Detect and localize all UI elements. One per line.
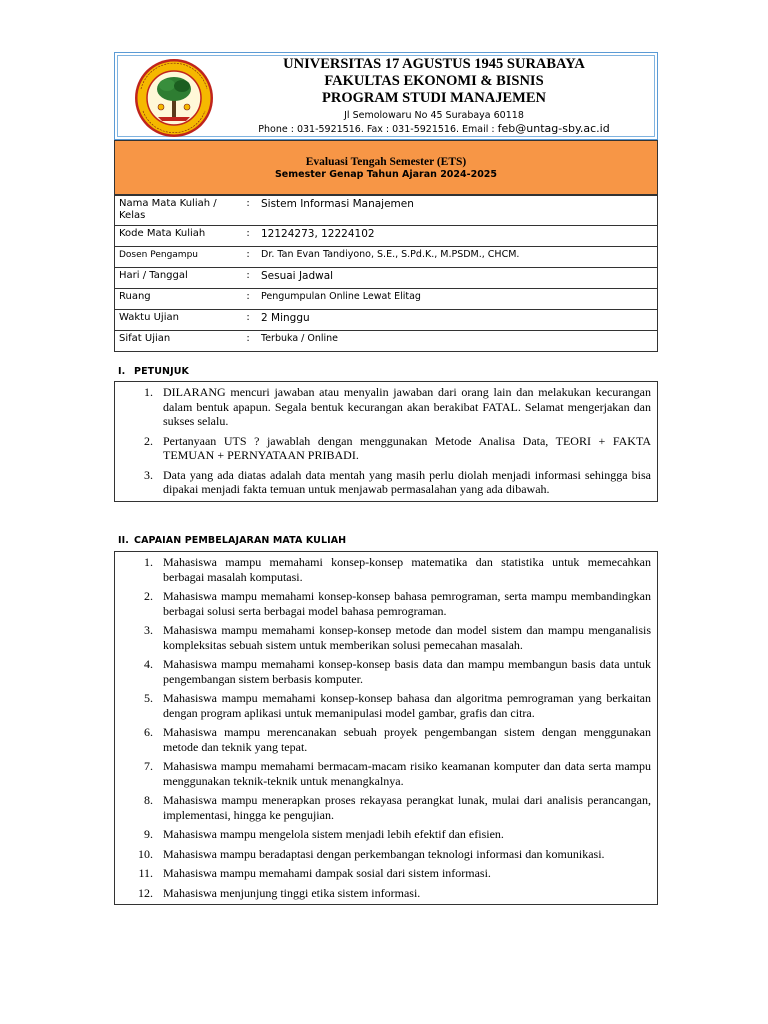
exam-subtitle: Semester Genap Tahun Ajaran 2024-2025 (274, 169, 498, 180)
phone-fax: Phone : 031-5921516. Fax : 031-5921516. Email : (258, 124, 498, 135)
item-number: 6. (144, 725, 153, 739)
info-separator: : (243, 226, 253, 247)
cpmk-box (114, 551, 658, 905)
info-value: Sesuai Jadwal (253, 268, 658, 289)
item-text: Mahasiswa mampu memahami dampak sosial dari sistem informasi. (163, 866, 491, 880)
info-value: Sistem Informasi Manajemen (253, 196, 658, 226)
info-value: Pengumpulan Online Lewat Elitag (253, 289, 658, 310)
item-text: Mahasiswa mampu menerapkan proses rekayasa perangkat lunak, mulai dari analisis perancangan, implementasi, hingga ke pengujian. (163, 793, 651, 822)
item-number: 11. (138, 866, 153, 880)
info-separator: : (243, 247, 253, 268)
table-row (115, 289, 658, 310)
item-number: 2. (144, 433, 153, 448)
info-label: Sifat Ujian (115, 331, 244, 352)
info-value: 12124273, 12224102 (253, 226, 658, 247)
info-value: 2 Minggu (253, 310, 658, 331)
exam-title: Evaluasi Tengah Semester (ETS) (305, 156, 467, 168)
info-separator: : (243, 310, 253, 331)
section-number: II. (118, 535, 129, 546)
letterhead (114, 52, 658, 140)
item-number: 1. (144, 555, 153, 569)
university-name: UNIVERSITAS 17 AGUSTUS 1945 SURABAYA (283, 56, 585, 72)
petunjuk-list (115, 385, 651, 497)
list-item (115, 555, 651, 584)
petunjuk-box (114, 381, 658, 502)
list-item (115, 866, 651, 881)
info-label: Nama Mata Kuliah / Kelas (115, 196, 244, 226)
info-separator: : (243, 196, 253, 226)
table-row (115, 310, 658, 331)
info-label: Ruang (115, 289, 244, 310)
exam-title-band (114, 140, 658, 195)
item-number: 10. (138, 846, 153, 861)
list-item (115, 886, 651, 901)
item-number: 5. (144, 691, 153, 705)
list-item (115, 623, 651, 652)
table-row (115, 268, 658, 289)
info-separator: : (243, 268, 253, 289)
course-info-table (114, 195, 658, 352)
list-item (115, 827, 651, 842)
info-value: Terbuka / Online (253, 331, 658, 352)
item-text: Pertanyaan UTS ? jawablah dengan menggunakan Metode Analisa Data, TEORI + FAKTA TEMUAN + PERNYATAAN PRIBADI. (163, 433, 651, 462)
item-number: 3. (144, 467, 153, 482)
info-label: Waktu Ujian (115, 310, 244, 331)
list-item (115, 793, 651, 822)
item-number: 3. (144, 623, 153, 637)
info-label: Hari / Tanggal (115, 268, 244, 289)
item-number: 1. (144, 385, 153, 399)
item-text: Mahasiswa mampu memahami konsep-konsep bahasa pemrograman, serta mampu membandingkan berbagai solusi serta berbagai model bahasa pemrograman. (163, 589, 651, 618)
section-title: CAPAIAN PEMBELAJARAN MATA KULIAH (134, 535, 347, 546)
table-row (115, 226, 658, 247)
list-item (115, 657, 651, 686)
address: Jl Semolowaru No 45 Surabaya 60118 (344, 110, 524, 121)
info-label: Kode Mata Kuliah (115, 226, 244, 247)
item-text: Mahasiswa mampu memahami konsep-konsep metode dan model sistem dan mampu menganalisis kompleksitas sebuah sistem untuk memberikan solusi pemecahan masalah. (163, 623, 651, 652)
item-text: Mahasiswa mampu mengelola sistem menjadi lebih efektif dan efisien. (163, 827, 504, 841)
item-text: Mahasiswa mampu merencanakan sebuah proyek pengembangan sistem dengan menggunakan metode dan teknik yang tepat. (163, 725, 651, 754)
item-text: Mahasiswa mampu memahami konsep-konsep bahasa dan algoritma pemrograman yang berkaitan dengan program aplikasi untuk memanipulasi model gambar, grafis dan citra. (163, 691, 651, 720)
list-item (115, 589, 651, 618)
list-item (115, 434, 651, 463)
university-seal-icon (131, 57, 217, 139)
item-text: DILARANG mencuri jawaban atau menyalin jawaban dari orang lain dan melakukan kecurangan dalam bentuk apapun. Segala bentuk kecurangan akan berakibat FATAL. Selamat mengerjakan dan sukses selalu. (163, 385, 651, 428)
faculty-name: FAKULTAS EKONOMI & BISNIS (324, 73, 544, 89)
item-number: 12. (138, 885, 153, 900)
item-text: Mahasiswa mampu memahami konsep-konsep basis data dan mampu membangun basis data untuk pengembangan sistem berbasis komputer. (163, 657, 651, 686)
item-text: Mahasiswa mampu memahami konsep-konsep matematika dan statistika untuk memecahkan berbagai masalah komputasi. (163, 555, 651, 584)
list-item (115, 847, 651, 862)
item-text: Mahasiswa mampu beradaptasi dengan perkembangan teknologi informasi dan komunikasi. (163, 846, 605, 861)
item-number: 9. (144, 827, 153, 841)
list-item (115, 468, 651, 497)
section-number: I. (118, 366, 126, 377)
cpmk-list (115, 555, 651, 900)
item-number: 4. (144, 657, 153, 671)
list-item (115, 691, 651, 720)
item-text: Mahasiswa menjunjung tinggi etika sistem informasi. (163, 885, 421, 900)
contact-line (215, 122, 653, 137)
list-item (115, 725, 651, 754)
table-row (115, 247, 658, 268)
section-heading-cpmk (118, 535, 346, 546)
section-heading-petunjuk (118, 366, 189, 377)
item-number: 7. (144, 759, 153, 773)
table-row (115, 196, 658, 226)
item-number: 8. (144, 793, 153, 807)
section-title: PETUNJUK (134, 366, 190, 377)
item-number: 2. (144, 589, 153, 603)
info-label: Dosen Pengampu (115, 247, 244, 268)
info-value: Dr. Tan Evan Tandiyono, S.E., S.Pd.K., M.PSDM., CHCM. (253, 247, 658, 268)
email-link[interactable]: feb@untag-sby.ac.id (497, 122, 610, 135)
item-text: Data yang ada diatas adalah data mentah yang masih perlu diolah menjadi informasi sehingga bisa dipakai menjadi fakta temuan untuk menjawab permasalahan yang ada dibawah. (163, 467, 651, 496)
list-item (115, 385, 651, 429)
item-text: Mahasiswa mampu memahami bermacam-macam risiko keamanan komputer dan data serta mampu menggunakan teknik-teknik untuk menangkalnya. (163, 759, 651, 788)
program-name: PROGRAM STUDI MANAJEMEN (322, 90, 546, 106)
list-item (115, 759, 651, 788)
info-separator: : (243, 331, 253, 352)
table-row (115, 331, 658, 352)
info-separator: : (243, 289, 253, 310)
